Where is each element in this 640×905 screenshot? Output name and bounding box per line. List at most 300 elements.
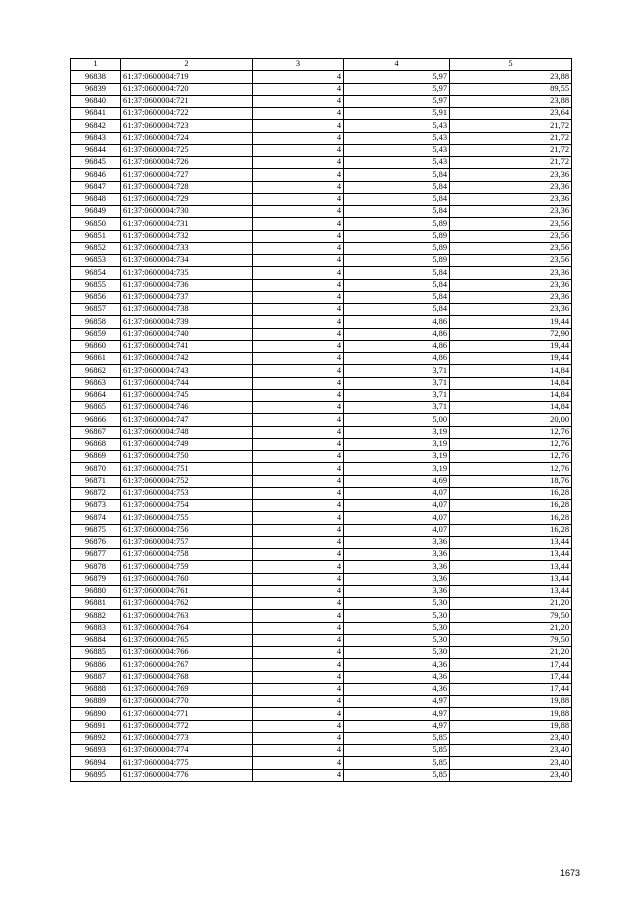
- table-cell: 96887: [71, 671, 121, 683]
- table-cell: 4: [253, 463, 344, 475]
- table-cell: 61:37:0600004:769: [121, 683, 253, 695]
- table-cell: 4: [253, 561, 344, 573]
- table-cell: 23,36: [450, 267, 572, 279]
- table-row: [71, 683, 572, 695]
- table-cell: 96862: [71, 365, 121, 377]
- table-cell: 4,97: [344, 708, 450, 720]
- table-cell: 23,56: [450, 230, 572, 242]
- table-cell: 5,30: [344, 634, 450, 646]
- table-cell: 96875: [71, 524, 121, 536]
- table-cell: 61:37:0600004:748: [121, 426, 253, 438]
- table-row: [71, 218, 572, 230]
- table-cell: 61:37:0600004:761: [121, 585, 253, 597]
- table-row: [71, 389, 572, 401]
- table-cell: 61:37:0600004:751: [121, 463, 253, 475]
- table-cell: 5,84: [344, 206, 450, 218]
- table-cell: 4: [253, 169, 344, 181]
- table-cell: 79,50: [450, 610, 572, 622]
- table-cell: 13,44: [450, 536, 572, 548]
- table-row: [71, 267, 572, 279]
- table-cell: 4: [253, 573, 344, 585]
- column-header: 1: [71, 59, 121, 71]
- table-cell: 4: [253, 720, 344, 732]
- table-cell: 61:37:0600004:740: [121, 328, 253, 340]
- table-cell: 4: [253, 426, 344, 438]
- table-cell: 96877: [71, 549, 121, 561]
- table-cell: 5,30: [344, 598, 450, 610]
- table-cell: 5,84: [344, 279, 450, 291]
- table-cell: 61:37:0600004:719: [121, 71, 253, 83]
- table-row: [71, 230, 572, 242]
- table-row: [71, 365, 572, 377]
- table-cell: 96855: [71, 279, 121, 291]
- table-cell: 4,07: [344, 512, 450, 524]
- table-cell: 61:37:0600004:728: [121, 181, 253, 193]
- table-cell: 96888: [71, 683, 121, 695]
- table-cell: 5,43: [344, 157, 450, 169]
- table-row: [71, 304, 572, 316]
- table-cell: 96895: [71, 769, 121, 781]
- table-cell: 96865: [71, 402, 121, 414]
- table-cell: 61:37:0600004:730: [121, 206, 253, 218]
- table-cell: 23,36: [450, 206, 572, 218]
- table-cell: 5,43: [344, 120, 450, 132]
- table-cell: 4: [253, 279, 344, 291]
- table-cell: 61:37:0600004:741: [121, 340, 253, 352]
- table-cell: 21,72: [450, 157, 572, 169]
- table-cell: 4: [253, 218, 344, 230]
- table-cell: 21,72: [450, 120, 572, 132]
- table-cell: 61:37:0600004:742: [121, 353, 253, 365]
- table-cell: 61:37:0600004:749: [121, 438, 253, 450]
- table-cell: 4: [253, 696, 344, 708]
- table-cell: 23,40: [450, 732, 572, 744]
- table-row: [71, 757, 572, 769]
- table-cell: 96878: [71, 561, 121, 573]
- table-cell: 4,86: [344, 353, 450, 365]
- table-cell: 5,43: [344, 132, 450, 144]
- table-row: [71, 487, 572, 499]
- table-row: [71, 598, 572, 610]
- table-row: [71, 745, 572, 757]
- table-cell: 4: [253, 659, 344, 671]
- table-cell: 4: [253, 536, 344, 548]
- table-row: [71, 634, 572, 646]
- table-body: [71, 71, 572, 782]
- table-cell: 96843: [71, 132, 121, 144]
- table-cell: 23,40: [450, 745, 572, 757]
- table-cell: 96867: [71, 426, 121, 438]
- table-cell: 96846: [71, 169, 121, 181]
- table-cell: 4: [253, 524, 344, 536]
- table-cell: 4,86: [344, 328, 450, 340]
- table-row: [71, 316, 572, 328]
- table-cell: 61:37:0600004:760: [121, 573, 253, 585]
- table-row: [71, 340, 572, 352]
- table-cell: 23,36: [450, 304, 572, 316]
- table-cell: 3,36: [344, 561, 450, 573]
- table-cell: 96871: [71, 475, 121, 487]
- table-cell: 96838: [71, 71, 121, 83]
- table-cell: 61:37:0600004:729: [121, 193, 253, 205]
- table-cell: 4: [253, 757, 344, 769]
- table-cell: 4,97: [344, 696, 450, 708]
- table-cell: 3,19: [344, 451, 450, 463]
- table-cell: 72,90: [450, 328, 572, 340]
- table-cell: 96853: [71, 255, 121, 267]
- table-cell: 23,56: [450, 242, 572, 254]
- table-cell: 5,85: [344, 757, 450, 769]
- table-cell: 4: [253, 769, 344, 781]
- table-cell: 12,76: [450, 426, 572, 438]
- table-cell: 4: [253, 365, 344, 377]
- table-cell: 5,30: [344, 610, 450, 622]
- table-cell: 96890: [71, 708, 121, 720]
- table-cell: 4: [253, 230, 344, 242]
- table-cell: 4: [253, 487, 344, 499]
- table-cell: 61:37:0600004:743: [121, 365, 253, 377]
- table-row: [71, 696, 572, 708]
- table-cell: 96851: [71, 230, 121, 242]
- table-cell: 21,20: [450, 598, 572, 610]
- table-cell: 23,36: [450, 291, 572, 303]
- table-cell: 23,36: [450, 169, 572, 181]
- table-cell: 4: [253, 328, 344, 340]
- table-cell: 96842: [71, 120, 121, 132]
- table-row: [71, 549, 572, 561]
- table-row: [71, 83, 572, 95]
- table-cell: 4: [253, 304, 344, 316]
- table-cell: 5,30: [344, 622, 450, 634]
- table-cell: 23,88: [450, 71, 572, 83]
- table-cell: 5,85: [344, 745, 450, 757]
- table-cell: 61:37:0600004:731: [121, 218, 253, 230]
- table-cell: 4,36: [344, 683, 450, 695]
- table-cell: 5,89: [344, 255, 450, 267]
- table-row: [71, 291, 572, 303]
- table-row: [71, 132, 572, 144]
- table-cell: 61:37:0600004:733: [121, 242, 253, 254]
- table-cell: 4: [253, 475, 344, 487]
- table-cell: 96859: [71, 328, 121, 340]
- table-cell: 61:37:0600004:734: [121, 255, 253, 267]
- table-cell: 5,91: [344, 108, 450, 120]
- table-cell: 96894: [71, 757, 121, 769]
- data-table: [70, 58, 572, 782]
- table-cell: 5,89: [344, 218, 450, 230]
- table-cell: 61:37:0600004:735: [121, 267, 253, 279]
- table-row: [71, 279, 572, 291]
- table-cell: 23,40: [450, 757, 572, 769]
- table-cell: 20,00: [450, 414, 572, 426]
- table-cell: 96879: [71, 573, 121, 585]
- table-cell: 96844: [71, 144, 121, 156]
- table-cell: 96892: [71, 732, 121, 744]
- table-cell: 5,84: [344, 181, 450, 193]
- table-cell: 3,71: [344, 389, 450, 401]
- table-row: [71, 585, 572, 597]
- table-row: [71, 536, 572, 548]
- table-cell: 3,36: [344, 536, 450, 548]
- table-row: [71, 573, 572, 585]
- table-cell: 4: [253, 193, 344, 205]
- table-row: [71, 659, 572, 671]
- table-cell: 5,97: [344, 95, 450, 107]
- table-cell: 79,50: [450, 634, 572, 646]
- table-cell: 4,97: [344, 720, 450, 732]
- table-cell: 4,07: [344, 487, 450, 499]
- table-cell: 96884: [71, 634, 121, 646]
- table-cell: 17,44: [450, 671, 572, 683]
- table-cell: 4: [253, 671, 344, 683]
- table-cell: 3,71: [344, 402, 450, 414]
- table-cell: 4: [253, 389, 344, 401]
- table-cell: 61:37:0600004:774: [121, 745, 253, 757]
- table-cell: 5,43: [344, 144, 450, 156]
- table-cell: 61:37:0600004:750: [121, 451, 253, 463]
- table-cell: 4: [253, 451, 344, 463]
- table-cell: 96883: [71, 622, 121, 634]
- table-cell: 4: [253, 340, 344, 352]
- table-cell: 5,84: [344, 169, 450, 181]
- column-header: 5: [450, 59, 572, 71]
- table-cell: 13,44: [450, 549, 572, 561]
- table-cell: 96893: [71, 745, 121, 757]
- table-row: [71, 622, 572, 634]
- table-cell: 61:37:0600004:762: [121, 598, 253, 610]
- table-row: [71, 647, 572, 659]
- table-cell: 61:37:0600004:745: [121, 389, 253, 401]
- table-cell: 4: [253, 83, 344, 95]
- table-cell: 61:37:0600004:724: [121, 132, 253, 144]
- table-cell: 4: [253, 377, 344, 389]
- table-cell: 5,89: [344, 230, 450, 242]
- table-cell: 96841: [71, 108, 121, 120]
- table-cell: 4: [253, 414, 344, 426]
- table-row: [71, 426, 572, 438]
- table-cell: 14,84: [450, 365, 572, 377]
- table-cell: 96847: [71, 181, 121, 193]
- table-cell: 61:37:0600004:746: [121, 402, 253, 414]
- table-cell: 61:37:0600004:771: [121, 708, 253, 720]
- page-number: 1673: [560, 868, 581, 878]
- table-cell: 96886: [71, 659, 121, 671]
- table-row: [71, 206, 572, 218]
- table-cell: 3,36: [344, 549, 450, 561]
- table-cell: 96889: [71, 696, 121, 708]
- table-row: [71, 242, 572, 254]
- table-cell: 16,28: [450, 524, 572, 536]
- table-row: [71, 438, 572, 450]
- table-cell: 61:37:0600004:739: [121, 316, 253, 328]
- table-cell: 13,44: [450, 573, 572, 585]
- table-cell: 96866: [71, 414, 121, 426]
- table-cell: 96840: [71, 95, 121, 107]
- table-cell: 61:37:0600004:758: [121, 549, 253, 561]
- table-cell: 61:37:0600004:721: [121, 95, 253, 107]
- table-cell: 61:37:0600004:764: [121, 622, 253, 634]
- table-cell: 23,40: [450, 769, 572, 781]
- table-cell: 96854: [71, 267, 121, 279]
- table-cell: 21,72: [450, 144, 572, 156]
- table-cell: 3,19: [344, 438, 450, 450]
- table-row: [71, 402, 572, 414]
- table-row: [71, 377, 572, 389]
- table-cell: 4: [253, 634, 344, 646]
- table-cell: 5,85: [344, 769, 450, 781]
- table-cell: 96873: [71, 500, 121, 512]
- table-cell: 14,84: [450, 402, 572, 414]
- table-row: [71, 671, 572, 683]
- table-cell: 96849: [71, 206, 121, 218]
- table-cell: 16,28: [450, 487, 572, 499]
- table-cell: 23,56: [450, 218, 572, 230]
- table-cell: 3,71: [344, 365, 450, 377]
- table-cell: 96872: [71, 487, 121, 499]
- table-cell: 5,00: [344, 414, 450, 426]
- table-cell: 4: [253, 206, 344, 218]
- table-cell: 14,84: [450, 389, 572, 401]
- table-cell: 96868: [71, 438, 121, 450]
- table-cell: 61:37:0600004:738: [121, 304, 253, 316]
- table-cell: 13,44: [450, 585, 572, 597]
- table-cell: 3,36: [344, 573, 450, 585]
- table-cell: 96860: [71, 340, 121, 352]
- table-cell: 96858: [71, 316, 121, 328]
- table-cell: 4: [253, 622, 344, 634]
- table-cell: 4,86: [344, 340, 450, 352]
- table-row: [71, 255, 572, 267]
- table-cell: 16,28: [450, 512, 572, 524]
- table-cell: 61:37:0600004:765: [121, 634, 253, 646]
- table-cell: 96857: [71, 304, 121, 316]
- table-row: [71, 451, 572, 463]
- table-cell: 4,07: [344, 524, 450, 536]
- table-cell: 4: [253, 402, 344, 414]
- table-cell: 4: [253, 157, 344, 169]
- table-cell: 61:37:0600004:756: [121, 524, 253, 536]
- table-row: [71, 328, 572, 340]
- table-cell: 96885: [71, 647, 121, 659]
- table-cell: 23,56: [450, 255, 572, 267]
- table-cell: 23,88: [450, 95, 572, 107]
- table-cell: 61:37:0600004:732: [121, 230, 253, 242]
- table-row: [71, 708, 572, 720]
- table-cell: 4: [253, 438, 344, 450]
- table-cell: 21,20: [450, 647, 572, 659]
- table-cell: 23,36: [450, 193, 572, 205]
- table-cell: 3,36: [344, 585, 450, 597]
- table-cell: 96874: [71, 512, 121, 524]
- table-cell: 89,55: [450, 83, 572, 95]
- table-cell: 61:37:0600004:753: [121, 487, 253, 499]
- table-cell: 4: [253, 132, 344, 144]
- table-row: [71, 144, 572, 156]
- table-cell: 96861: [71, 353, 121, 365]
- table-cell: 19,44: [450, 353, 572, 365]
- table-row: [71, 524, 572, 536]
- table-row: [71, 108, 572, 120]
- table-cell: 14,84: [450, 377, 572, 389]
- table-cell: 4: [253, 120, 344, 132]
- table-cell: 4: [253, 353, 344, 365]
- table-cell: 3,19: [344, 463, 450, 475]
- table-cell: 12,76: [450, 451, 572, 463]
- table-cell: 23,64: [450, 108, 572, 120]
- table-cell: 61:37:0600004:720: [121, 83, 253, 95]
- table-cell: 3,19: [344, 426, 450, 438]
- table-cell: 61:37:0600004:744: [121, 377, 253, 389]
- table-cell: 16,28: [450, 500, 572, 512]
- table-cell: 12,76: [450, 463, 572, 475]
- table-cell: 4: [253, 708, 344, 720]
- table-cell: 96880: [71, 585, 121, 597]
- table-cell: 61:37:0600004:747: [121, 414, 253, 426]
- table-cell: 61:37:0600004:726: [121, 157, 253, 169]
- table-row: [71, 475, 572, 487]
- table-cell: 96864: [71, 389, 121, 401]
- table-cell: 61:37:0600004:766: [121, 647, 253, 659]
- table-cell: 19,44: [450, 316, 572, 328]
- table-cell: 21,20: [450, 622, 572, 634]
- table-cell: 96881: [71, 598, 121, 610]
- table-cell: 96882: [71, 610, 121, 622]
- table-cell: 4: [253, 267, 344, 279]
- table-cell: 4: [253, 647, 344, 659]
- table-cell: 61:37:0600004:775: [121, 757, 253, 769]
- table-cell: 96848: [71, 193, 121, 205]
- table-cell: 4: [253, 71, 344, 83]
- table-cell: 19,88: [450, 708, 572, 720]
- table-cell: 96876: [71, 536, 121, 548]
- table-cell: 23,36: [450, 181, 572, 193]
- table-cell: 4: [253, 500, 344, 512]
- table-cell: 5,84: [344, 304, 450, 316]
- column-header: 4: [344, 59, 450, 71]
- table-cell: 5,85: [344, 732, 450, 744]
- table-row: [71, 720, 572, 732]
- table-cell: 5,84: [344, 291, 450, 303]
- table-row: [71, 157, 572, 169]
- table-cell: 4: [253, 255, 344, 267]
- table-cell: 4: [253, 181, 344, 193]
- table-cell: 61:37:0600004:770: [121, 696, 253, 708]
- table-cell: 96870: [71, 463, 121, 475]
- table-cell: 5,84: [344, 193, 450, 205]
- table-row: [71, 120, 572, 132]
- table-cell: 4,86: [344, 316, 450, 328]
- table-cell: 4: [253, 316, 344, 328]
- table-cell: 21,72: [450, 132, 572, 144]
- table-cell: 4,69: [344, 475, 450, 487]
- table-cell: 4: [253, 242, 344, 254]
- table-cell: 61:37:0600004:768: [121, 671, 253, 683]
- table-row: [71, 732, 572, 744]
- table-cell: 4: [253, 549, 344, 561]
- table-cell: 4: [253, 598, 344, 610]
- table-cell: 4: [253, 291, 344, 303]
- table-cell: 5,84: [344, 267, 450, 279]
- column-header: 2: [121, 59, 253, 71]
- table-cell: 4: [253, 144, 344, 156]
- table-cell: 61:37:0600004:755: [121, 512, 253, 524]
- table-cell: 96852: [71, 242, 121, 254]
- table-cell: 3,71: [344, 377, 450, 389]
- table-cell: 61:37:0600004:763: [121, 610, 253, 622]
- table-row: [71, 500, 572, 512]
- table-cell: 61:37:0600004:757: [121, 536, 253, 548]
- table-cell: 61:37:0600004:767: [121, 659, 253, 671]
